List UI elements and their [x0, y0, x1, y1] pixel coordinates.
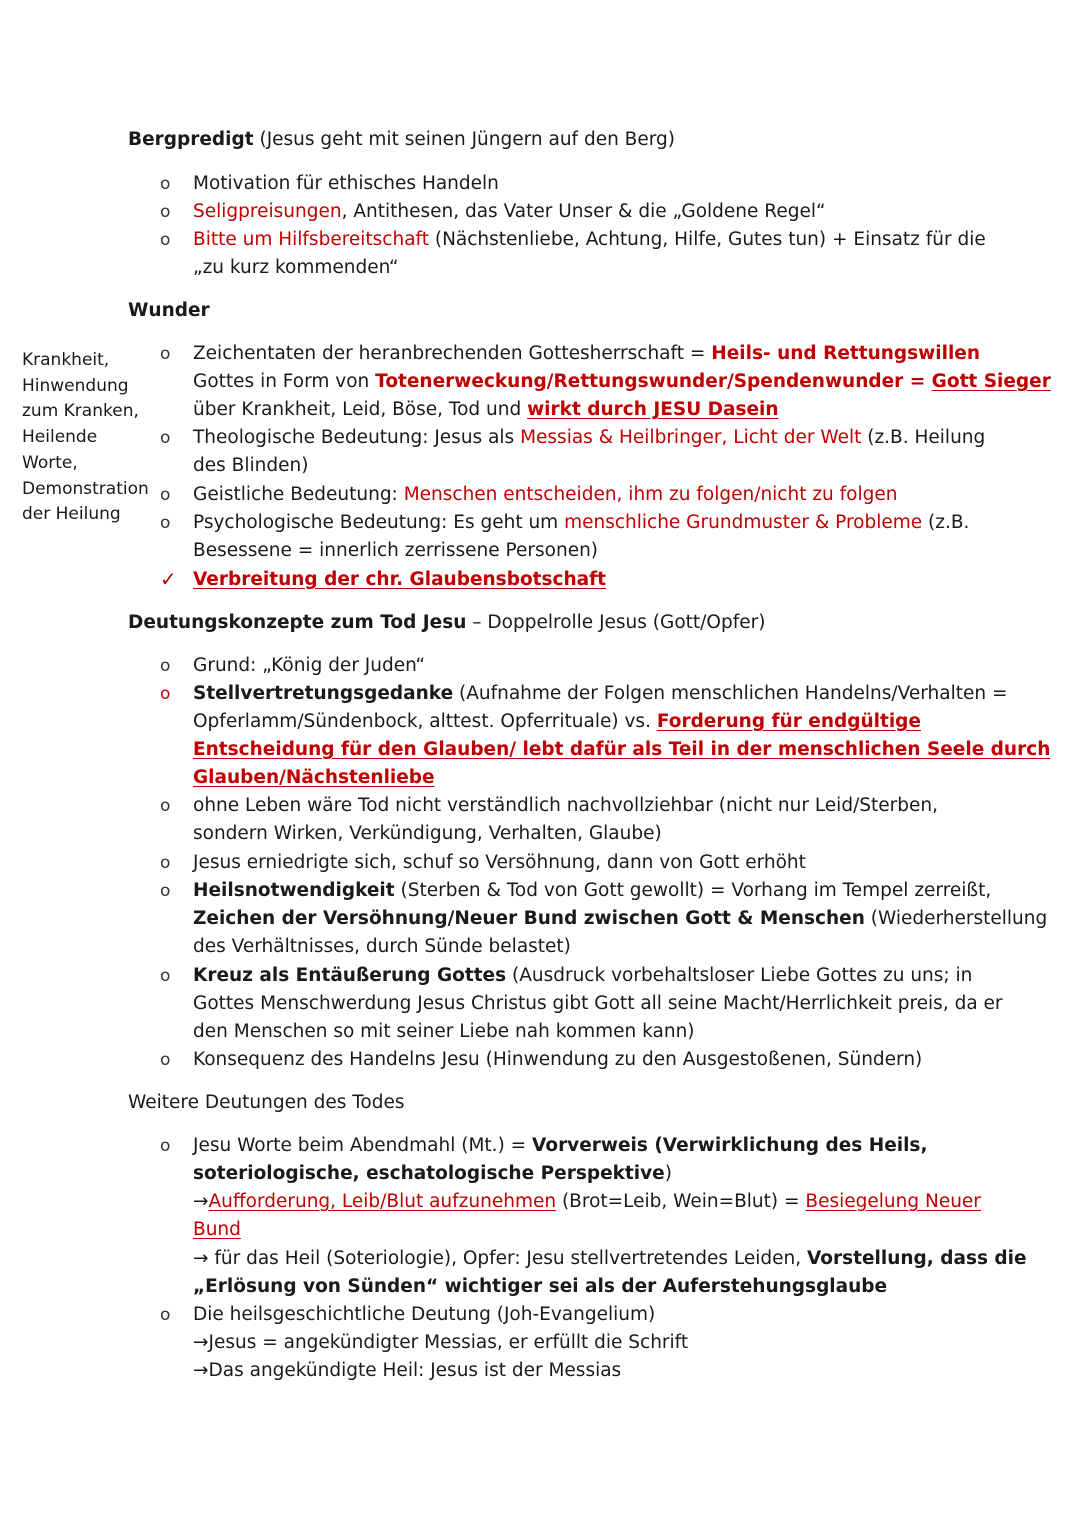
list-item: [193, 1301, 655, 1329]
bullet-icon: o: [160, 513, 171, 533]
item-text: (Sterben & Tod von Gott gewollt) = Vorhang im Tempel zerreißt,: [394, 880, 992, 901]
heading-weitere-deutungen: Weitere Deutungen des Todes: [128, 1092, 405, 1113]
highlight-text: Forderung für endgültige: [656, 711, 921, 732]
highlight-text: menschliche Grundmuster & Probleme: [564, 512, 923, 533]
list-item-continuation: [193, 1357, 621, 1385]
item-text: Zeichentaten der heranbrechenden Gottesherrschaft =: [193, 343, 712, 364]
item-text: (Wiederherstellung: [864, 908, 1048, 929]
item-text: Besessene = innerlich zerrissene Personen): [193, 540, 599, 561]
list-item-continuation: [193, 1018, 695, 1046]
bold-text: Vorverweis (Verwirklichung des Heils,: [532, 1135, 928, 1156]
bullet-icon: o: [160, 428, 171, 448]
item-text: des Verhältnisses, durch Sünde belastet): [193, 936, 571, 957]
bullet-icon: o: [160, 1136, 171, 1156]
list-item-continuation: [193, 1273, 887, 1301]
list-item: [193, 680, 1007, 708]
bold-text: Zeichen der Versöhnung/Neuer Bund zwischen Gott & Menschen: [193, 908, 865, 929]
check-icon: ✓: [160, 567, 177, 591]
highlight-text: Besiegelung Neuer: [805, 1191, 981, 1212]
highlight-text: Totenerweckung/Rettungswunder/Spendenwunder =: [375, 371, 932, 392]
item-text: → für das Heil (Soteriologie), Opfer: Jesu stellvertretendes Leiden,: [193, 1248, 807, 1269]
side-note-line: Worte,: [22, 452, 78, 473]
item-text: (Nächstenliebe, Achtung, Hilfe, Gutes tun) + Einsatz für die: [428, 229, 986, 250]
bullet-icon: o: [160, 966, 171, 986]
list-item-continuation: [193, 708, 921, 736]
item-text: Grund: „König der Juden“: [193, 655, 426, 676]
bullet-icon: o: [160, 656, 171, 676]
highlight-text: Bitte um Hilfsbereitschaft: [193, 229, 429, 250]
bold-text: Heilsnotwendigkeit: [193, 880, 395, 901]
list-item: [193, 849, 806, 877]
list-item: [193, 509, 969, 537]
item-text: Jesu Worte beim Abendmahl (Mt.) =: [193, 1135, 533, 1156]
bullet-icon: o: [160, 684, 171, 704]
item-text: Opferlamm/Sündenbock, alttest. Opferrituale) vs.: [193, 711, 657, 732]
item-text: (Aufnahme der Folgen menschlichen Handelns/Verhalten =: [453, 683, 1008, 704]
heading-wunder: Wunder: [128, 300, 210, 321]
item-text: (Brot=Leib, Wein=Blut) =: [556, 1191, 806, 1212]
bullet-icon: o: [160, 796, 171, 816]
bullet-icon: o: [160, 485, 171, 505]
highlight-text: wirkt durch JESU Dasein: [527, 399, 779, 420]
item-text: →Jesus = angekündigter Messias, er erfüllt die Schrift: [193, 1332, 689, 1353]
bold-text: soteriologische, eschatologische Perspektive: [193, 1163, 665, 1184]
list-item-continuation: [193, 820, 662, 848]
list-item: [193, 198, 826, 226]
bullet-icon: o: [160, 881, 171, 901]
item-text: (Ausdruck vorbehaltsloser Liebe Gottes zu uns; in: [506, 965, 973, 986]
bullet-icon: o: [160, 230, 171, 250]
item-text: , Antithesen, das Vater Unser & die „Goldene Regel“: [341, 201, 826, 222]
list-item: [193, 652, 425, 680]
side-note-line: Hinwendung: [22, 375, 129, 396]
heading-bergpredigt: [128, 126, 675, 154]
bullet-icon: o: [160, 1305, 171, 1325]
list-item: [193, 877, 991, 905]
side-note-line: Heilende: [22, 427, 98, 448]
list-item: [193, 170, 499, 198]
bullet-icon: o: [160, 344, 171, 364]
bold-text: Stellvertretungsgedanke: [193, 683, 454, 704]
bold-text: Kreuz als Entäußerung Gottes: [193, 965, 507, 986]
bullet-icon: o: [160, 853, 171, 873]
item-text: „zu kurz kommenden“: [193, 257, 399, 278]
item-text: Gottes Menschwerdung Jesus Christus gibt Gott all seine Macht/Herrlichkeit preis, da er: [193, 993, 1003, 1014]
item-text: Die heilsgeschichtliche Deutung (Joh-Evangelium): [193, 1304, 656, 1325]
list-item: [193, 481, 897, 509]
list-item: [193, 1046, 922, 1074]
side-note: [22, 348, 149, 528]
list-item: [193, 226, 986, 254]
highlight-text: Glauben/Nächstenliebe: [193, 767, 435, 788]
item-text: Jesus erniedrigte sich, schuf so Versöhnung, dann von Gott erhöht: [193, 852, 806, 873]
item-text: Motivation für ethisches Handeln: [193, 173, 499, 194]
item-text: (z.B.: [922, 512, 970, 533]
list-item: [193, 566, 606, 594]
side-note-line: Krankheit,: [22, 350, 110, 370]
list-item-continuation: [193, 368, 1051, 396]
highlight-text: Menschen entscheiden, ihm zu folgen/nicht zu folgen: [403, 484, 898, 505]
highlight-text: Gott Sieger: [931, 371, 1051, 392]
side-note-line: der Heilung: [22, 504, 121, 525]
list-item: [193, 962, 972, 990]
heading-subtitle: (Jesus geht mit seinen Jüngern auf den Berg): [253, 129, 675, 150]
list-item-continuation: [193, 396, 779, 424]
highlight-text: Heils- und Rettungswillen: [711, 343, 981, 364]
item-text: über Krankheit, Leid, Böse, Tod und: [193, 399, 528, 420]
item-text: Gottes in Form von: [193, 371, 376, 392]
list-item-continuation: [193, 1160, 672, 1188]
bullet-icon: o: [160, 174, 171, 194]
item-text: sondern Wirken, Verkündigung, Verhalten, Glaube): [193, 823, 662, 844]
side-note-line: Demonstration: [22, 478, 149, 499]
list-item-continuation: [193, 905, 1047, 933]
item-text: Konsequenz des Handelns Jesu (Hinwendung zu den Ausgestoßenen, Sündern): [193, 1049, 923, 1070]
item-text: Psychologische Bedeutung: Es geht um: [193, 512, 565, 533]
bullet-icon: o: [160, 1050, 171, 1070]
list-item-continuation: [193, 764, 435, 792]
list-item-continuation: [193, 933, 571, 961]
side-note-line: zum Kranken,: [22, 401, 139, 422]
heading-title: Deutungskonzepte zum Tod Jesu: [128, 612, 467, 633]
highlight-text: Aufforderung, Leib/Blut aufzunehmen: [208, 1191, 557, 1212]
list-item-continuation: [193, 254, 399, 282]
bold-text: Vorstellung, dass die: [806, 1248, 1027, 1269]
list-item: [193, 340, 980, 368]
list-item-continuation: [193, 537, 598, 565]
list-item-continuation: [193, 452, 308, 480]
item-text: ohne Leben wäre Tod nicht verständlich nachvollziehbar (nicht nur Leid/Sterben,: [193, 795, 939, 816]
list-item-continuation: [193, 1188, 981, 1216]
list-item-continuation: [193, 1245, 1027, 1273]
list-item-continuation: [193, 1216, 241, 1244]
list-item-continuation: [193, 990, 1003, 1018]
highlight-text: Seligpreisungen: [193, 201, 342, 222]
bold-text: „Erlösung von Sünden“ wichtiger sei als der Auferstehungsglaube: [193, 1276, 888, 1297]
list-item-continuation: [193, 1329, 688, 1357]
heading-subtitle: – Doppelrolle Jesus (Gott/Opfer): [466, 612, 766, 633]
item-text: →Das angekündigte Heil: Jesus ist der Messias: [193, 1360, 622, 1381]
list-item: [193, 1132, 927, 1160]
highlight-text: Bund: [193, 1219, 241, 1240]
item-text: Theologische Bedeutung: Jesus als: [193, 427, 521, 448]
item-text: (z.B. Heilung: [861, 427, 986, 448]
highlight-text: Messias & Heilbringer, Licht der Welt: [520, 427, 862, 448]
list-item: [193, 792, 938, 820]
highlight-text: Verbreitung der chr. Glaubensbotschaft: [193, 569, 607, 590]
bullet-icon: o: [160, 202, 171, 222]
item-text: ): [664, 1163, 672, 1184]
list-item: [193, 424, 985, 452]
item-text: den Menschen so mit seiner Liebe nah kommen kann): [193, 1021, 695, 1042]
list-item-continuation: [193, 736, 1050, 764]
arrow-icon: →: [193, 1191, 209, 1212]
heading-deutungskonzepte: [128, 609, 765, 637]
item-text: Geistliche Bedeutung:: [193, 484, 404, 505]
heading-title: Bergpredigt: [128, 129, 254, 150]
highlight-text: Entscheidung für den Glauben/ lebt dafür als Teil in der menschlichen Seele durch: [193, 739, 1051, 760]
item-text: des Blinden): [193, 455, 309, 476]
